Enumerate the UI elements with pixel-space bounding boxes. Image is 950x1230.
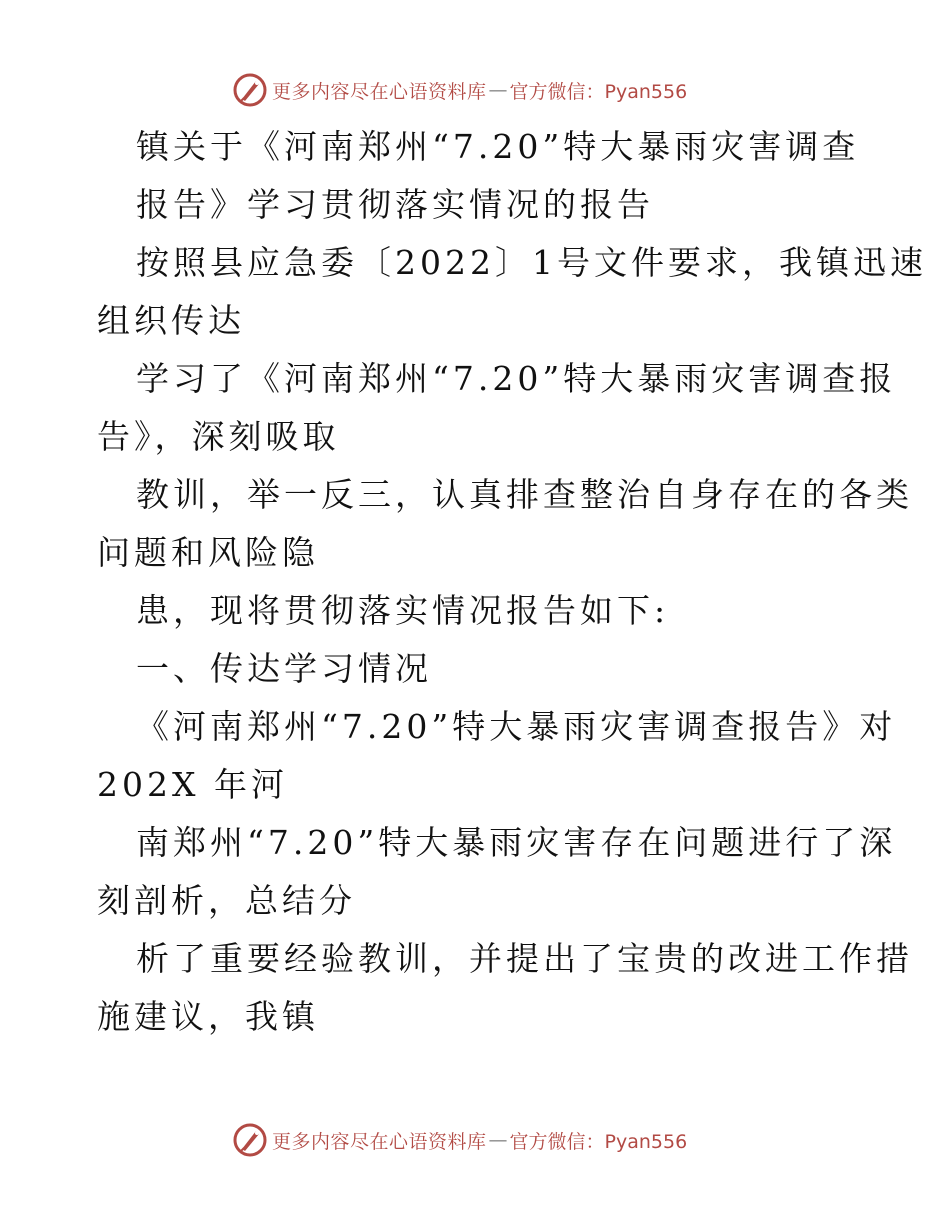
paragraph-line: 施建议，我镇 <box>97 997 319 1036</box>
paragraph-line: 组织传达 <box>97 301 245 340</box>
document-title-line: 镇关于《河南郑州“7.20”特大暴雨灾害调查 <box>136 127 860 166</box>
banner-separator: — <box>488 79 508 101</box>
paragraph-line: 析了重要经验教训，并提出了宝贵的改进工作措 <box>136 939 913 978</box>
paragraph-line: 问题和风险隐 <box>97 533 319 572</box>
paragraph-line: 教训，举一反三，认真排查整治自身存在的各类 <box>136 475 913 514</box>
paragraph-line: 告》，深刻吸取 <box>97 417 340 456</box>
section-heading: 一、传达学习情况 <box>136 649 432 688</box>
banner-text: 更多内容尽在心语资料库 <box>272 1130 487 1153</box>
wechat-text: 官方微信：Pyan556 <box>509 80 688 103</box>
paragraph-line: 学习了《河南郑州“7.20”特大暴雨灾害调查报 <box>136 359 897 398</box>
document-body <box>97 118 927 1046</box>
banner-separator: — <box>488 1129 508 1151</box>
header-banner <box>232 72 687 108</box>
quill-logo-icon <box>232 1122 268 1158</box>
paragraph-line: 患，现将贯彻落实情况报告如下: <box>136 591 670 630</box>
paragraph-line: 202X 年河 <box>97 765 288 804</box>
wechat-text: 官方微信：Pyan556 <box>509 1130 688 1153</box>
footer-banner <box>232 1122 687 1158</box>
paragraph-line: 按照县应急委〔2022〕1号文件要求，我镇迅速 <box>136 243 927 282</box>
quill-logo-icon <box>232 72 268 108</box>
document-title-line: 报告》学习贯彻落实情况的报告 <box>136 185 654 224</box>
paragraph-line: 南郑州“7.20”特大暴雨灾害存在问题进行了深 <box>136 823 897 862</box>
paragraph-line: 《河南郑州“7.20”特大暴雨灾害调查报告》对 <box>136 707 897 746</box>
banner-text: 更多内容尽在心语资料库 <box>272 80 487 103</box>
paragraph-line: 刻剖析，总结分 <box>97 881 356 920</box>
